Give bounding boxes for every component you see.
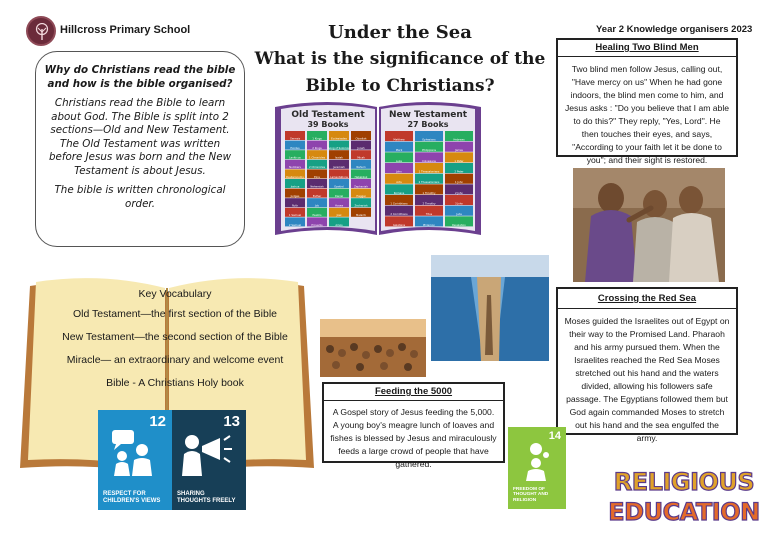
book-spine-label: Hosea bbox=[334, 204, 344, 208]
right-14-tile bbox=[508, 427, 566, 509]
book-spine-label: 1 Corinthians bbox=[390, 202, 408, 206]
book-spine-label: Matthew bbox=[393, 138, 405, 142]
book-spine-label: Exodus bbox=[290, 147, 300, 150]
book-spine-label: Philippians bbox=[422, 149, 436, 153]
bible-books-image bbox=[273, 97, 483, 239]
book-spine-label: Jude bbox=[456, 213, 462, 217]
book-spine-label: 2 Timothy bbox=[422, 202, 436, 206]
book-spine-label: Hebrews bbox=[453, 138, 465, 142]
book-spine-label: Proverbs bbox=[311, 223, 323, 227]
book-spine-label: Obadiah bbox=[355, 137, 367, 141]
re-logo-line-2: EDUCATION bbox=[608, 498, 760, 526]
book-spine-label: 1 John bbox=[454, 181, 464, 185]
book-spine-label: 1 Samuel bbox=[288, 214, 302, 218]
book-spine-label: Ezekiel bbox=[334, 185, 344, 189]
book-spine-label: Jeremiah bbox=[333, 166, 345, 170]
book-spine-label: Habakkuk bbox=[354, 175, 368, 179]
tile-caption-line: THOUGHTS FREELY bbox=[177, 498, 236, 504]
speech-people-icon bbox=[108, 428, 158, 478]
book-spine-label: Lamentations bbox=[330, 175, 348, 179]
red-sea-illustration bbox=[431, 255, 549, 361]
book-spine-label: Joel bbox=[336, 214, 342, 218]
book-spine-label: Acts bbox=[396, 181, 402, 185]
book-spine-label: Galatians bbox=[392, 223, 406, 227]
book-spine-label: Leviticus bbox=[289, 156, 301, 160]
book-spine-label: Psalms bbox=[312, 214, 322, 218]
right-13-tile bbox=[172, 410, 246, 510]
vocab-item: New Testament—the second section of the Bible bbox=[62, 331, 288, 343]
redsea-body: Moses guided the Israelites out of Egypt on their way to the Promised Land. Pharaoh and his army pursued them. When the Israelites reached the Red Sea Moses stretched out his hand and the waters divided, allowing his followers safe passage. The Egyptians followed them but God again commanded Moses to stretch out his hand and the sea engulfed the army. bbox=[564, 316, 730, 443]
red-sea-story-box bbox=[556, 287, 738, 443]
book-spine-label: Luke bbox=[395, 159, 403, 163]
thinking-person-icon bbox=[518, 441, 554, 481]
book-spine-label: Ecclesiastes bbox=[331, 137, 347, 141]
right-12-tile bbox=[98, 410, 172, 510]
book-spine-label: Ephesians bbox=[422, 138, 436, 142]
book-spine-label: 1 Chronicles bbox=[309, 156, 325, 160]
book-spine-label: Philemon bbox=[422, 223, 436, 227]
book-spine-label: James bbox=[455, 149, 463, 153]
book-spine-label: Job bbox=[315, 204, 319, 208]
new-testament-count: 27 Books bbox=[407, 120, 449, 129]
book-spine-label: 2 Thessalonians bbox=[418, 181, 440, 185]
book-spine-label: Romans bbox=[393, 191, 405, 195]
book-spine-label: Esther bbox=[312, 195, 322, 198]
key-vocabulary bbox=[50, 288, 300, 400]
faq-question: Why do Christians read the bible and how is the bible organised? bbox=[44, 64, 236, 90]
book-spine-label: 1 Peter bbox=[454, 159, 464, 163]
vocab-item: Miracle— an extraordinary and welcome event bbox=[66, 354, 284, 366]
book-spine-label: 2 Corinthians bbox=[390, 213, 408, 217]
book-spine-label: Zechariah bbox=[354, 204, 368, 208]
feeding-body: A Gospel story of Jesus feeding the 5,000. A young boy's meagre lunch of loaves and fishes is blessed by Jesus and miraculously feeds a large crowd of people that have gathered. bbox=[330, 407, 497, 469]
tile-number: 14 bbox=[548, 430, 561, 442]
title-line-3: Bible to Christians? bbox=[305, 76, 495, 96]
book-spine-label: Colossians bbox=[422, 159, 436, 163]
book-spine-label: 2 Peter bbox=[454, 170, 464, 174]
school-logo bbox=[26, 16, 56, 46]
book-spine-label: Nahum bbox=[356, 166, 366, 170]
old-testament-count: 39 Books bbox=[307, 120, 349, 129]
book-spine-label: Titus bbox=[425, 213, 433, 217]
book-spine-label: Ruth bbox=[292, 204, 298, 208]
book-spine-label: 1 Thessalonians bbox=[418, 170, 440, 174]
book-spine-label: Isaiah bbox=[335, 156, 343, 160]
healing-heading: Healing Two Blind Men bbox=[558, 40, 736, 57]
book-spine-label: 1 Kings bbox=[312, 137, 322, 141]
vocab-item: Old Testament—the first section of the Bible bbox=[72, 308, 278, 320]
book-spine-label: 2 John bbox=[454, 191, 464, 195]
feeding-heading: Feeding the 5000 bbox=[324, 384, 503, 401]
book-spine-label: Zephaniah bbox=[354, 185, 368, 189]
vocab-heading: Key Vocabulary bbox=[138, 288, 212, 300]
megaphone-person-icon bbox=[180, 430, 234, 478]
book-spine-label: Jonah bbox=[357, 147, 365, 150]
page-title bbox=[250, 20, 550, 100]
religious-education-logo bbox=[604, 462, 764, 528]
re-logo-line-1: RELIGIOUS bbox=[613, 468, 755, 496]
old-testament-label: Old Testament bbox=[291, 110, 365, 120]
redsea-heading: Crossing the Red Sea bbox=[558, 289, 736, 309]
tile-caption-line: THOUGHT AND bbox=[513, 492, 549, 498]
book-spine-label: Micah bbox=[357, 156, 365, 160]
healing-illustration bbox=[573, 168, 725, 282]
book-spine-label: John bbox=[396, 170, 402, 174]
tile-caption bbox=[513, 487, 548, 504]
new-testament-label: New Testament bbox=[388, 110, 468, 120]
title-line-2: What is the significance of the bbox=[254, 49, 546, 69]
book-spine-label: Genesis bbox=[289, 137, 301, 141]
tile-caption-line: FREEDOM OF bbox=[513, 486, 545, 492]
faq-paragraph-1: Christians read the Bible to learn about God. The Bible is split into 2 sections—Old and New Testament. The Old Testament was written before Jesus was born and the New Testament is about Jesus. bbox=[48, 97, 232, 177]
feeding-story-box bbox=[322, 382, 505, 469]
tile-caption-line: SHARING bbox=[177, 491, 205, 497]
book-spine-label: Amos bbox=[335, 223, 343, 227]
book-spine-label: Daniel bbox=[334, 195, 344, 198]
year-line: Year 2 Knowledge organisers 2023 bbox=[596, 24, 753, 35]
book-spine-label: Deuteronomy bbox=[286, 175, 304, 179]
school-name: Hillcross Primary School bbox=[60, 24, 191, 36]
book-spine-label: Malachi bbox=[356, 214, 366, 218]
tile-caption bbox=[103, 491, 160, 505]
book-spine-label: Judges bbox=[290, 195, 300, 198]
book-spine-label: 1 Timothy bbox=[422, 191, 436, 195]
book-spine-label: 2 Kings bbox=[312, 147, 322, 150]
vocab-item: Bible - A Christians Holy book bbox=[106, 377, 244, 389]
bible-question-panel bbox=[35, 51, 245, 247]
book-spine-label: Ezra bbox=[314, 175, 320, 179]
book-spine-label: Joshua bbox=[290, 185, 300, 189]
book-spine-label: Mark bbox=[395, 149, 403, 153]
tile-caption-line: RELIGION bbox=[513, 498, 537, 504]
healing-story-box bbox=[556, 38, 738, 165]
tree-icon bbox=[35, 23, 49, 41]
crowd-illustration bbox=[320, 319, 426, 377]
book-spine-label: Nehemiah bbox=[310, 185, 324, 189]
tile-caption-line: CHILDREN'S VIEWS bbox=[103, 498, 161, 504]
title-line-1: Under the Sea bbox=[328, 22, 472, 43]
healing-body: Two blind men follow Jesus, calling out, "Have mercy on us" When he had gone indoors, the blind men come to him, and Jesus asks : "Do you believe that I am able to do this?" They reply, "Yes, Lord". He then touches their eyes, and says, "According to your faith let it be done to you"; and their sight is restored. bbox=[564, 64, 730, 165]
book-spine-label: 2 Samuel bbox=[288, 223, 302, 227]
faq-paragraph-2: The bible is written chronological order. bbox=[54, 184, 226, 210]
tile-caption-line: RESPECT FOR bbox=[103, 491, 146, 497]
tile-number: 13 bbox=[223, 413, 240, 430]
book-spine-label: 2 Chronicles bbox=[309, 166, 325, 170]
tile-number: 12 bbox=[149, 413, 166, 430]
book-spine-label: Numbers bbox=[289, 166, 301, 170]
book-spine-label: Haggai bbox=[356, 195, 366, 198]
book-spine-label: 3 John bbox=[454, 202, 464, 206]
book-spine-label: Song of Solomon bbox=[328, 147, 350, 150]
tile-caption bbox=[177, 491, 235, 505]
book-spine-label: Revelation bbox=[452, 223, 466, 227]
